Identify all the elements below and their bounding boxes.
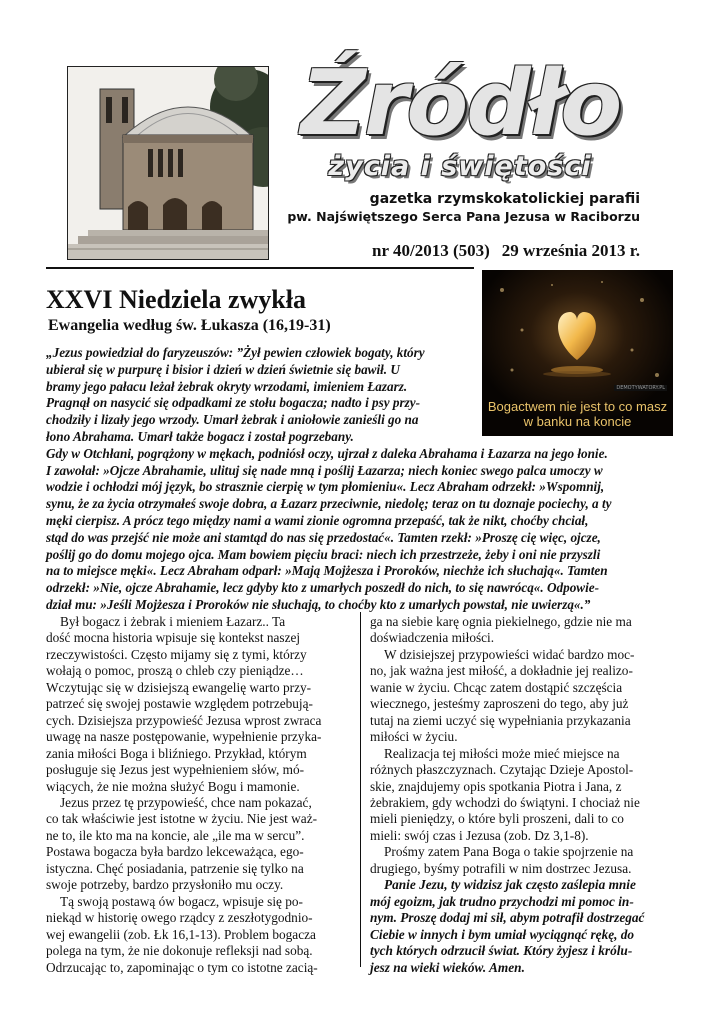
body-line: polega na tym, że nie dokonuje refleksji nad sobą. xyxy=(46,943,313,959)
masthead-tagline: gazetka rzymskokatolickiej parafii xyxy=(369,191,640,207)
body-line: Postawa bogacza była bardzo lekceważąca, ego- xyxy=(46,844,304,860)
body-line: rzeczywistości. Często mijamy się z tymi, którzy xyxy=(46,646,307,662)
body-line: mieli: swój czas i Jezusa (zob. Dz 3,1-8). xyxy=(370,827,589,843)
body-line: wiecznego, jesteśmy zaproszeni do tego, aby już xyxy=(370,696,629,712)
body-line: dość mocna historia wpisuje się kontekst naszej xyxy=(46,630,301,646)
gospel-line: wodzie i ochłodzi mój język, bo strasznie cierpię w tym płomieniu«. Lecz Abraham odrzekł: »Wspomnij, xyxy=(46,479,605,495)
gospel-line: na to miejsce męki«. Lecz Abraham odparł: »Mają Mojżesza i Proroków, niechże ich słuchają«. Tamten xyxy=(46,563,608,579)
issue-date: 29 września 2013 r. xyxy=(501,241,640,260)
prayer-line: jesz na wieki wieków. Amen. xyxy=(370,959,525,975)
body-line: Jezus przez tę przypowieść, chce nam pokazać, xyxy=(60,794,312,810)
masthead-subtitle: życia i świętości xyxy=(328,151,592,182)
prayer-line: tych których odrzucił świat. Który żyjesz i królu- xyxy=(370,943,633,959)
issue-separator xyxy=(490,241,502,260)
body-line: miłości w życiu. xyxy=(370,729,458,745)
poster-watermark: DEMOTYWATORY.PL xyxy=(616,385,665,391)
church-photo xyxy=(67,66,269,260)
gospel-line: I zawołał: »Ojcze Abrahamie, ulituj się nade mną i poślij Łazarza; niech koniec swego palca umoczy w xyxy=(46,462,603,478)
body-line: zania miłości Boga i bliźniego. Przykład, którym xyxy=(46,745,307,761)
gospel-line: łono Abrahama. Umarł także bogacz i został pogrzebany. xyxy=(46,428,354,444)
body-line: co tak właściwie jest istotne w życiu. Nie jest waż- xyxy=(46,811,318,827)
masthead-title: Źródło xyxy=(300,51,621,156)
body-line: skie, znajdujemy opis spotkania Piotra i Jana, z xyxy=(370,778,622,794)
poster-caption-line-2: w banku na koncie xyxy=(523,414,632,429)
body-line: posługuje się Jezus jest wypełnieniem słów, mó- xyxy=(46,762,305,778)
body-line: Prośmy zatem Pana Boga o takie spojrzenie na xyxy=(384,844,634,860)
commentary-left-column xyxy=(46,614,351,976)
prayer-line: Panie Jezu, ty widzisz jak często zaślepia mnie xyxy=(384,877,636,893)
gospel-line: chodziły i lizały jego wrzody. Umarł żebrak i aniołowie zanieśli go na xyxy=(46,412,419,428)
body-line: patrzeć się swojej postawie względem potrzebują- xyxy=(46,696,313,712)
body-line: Odrzucając to, zapominając o tym co istotne zacią- xyxy=(46,959,318,975)
gospel-text xyxy=(46,345,674,614)
body-line: Tą swoją postawą ów bogacz, wpisuje się po- xyxy=(60,893,303,909)
poster-caption-line-1: Bogactwem nie jest to co masz xyxy=(487,399,668,414)
gospel-line: stąd do was przejść nie może ani stamtąd do nas się przedostać«. Tamten rzekł: »Proszę cię więc, ojcze, xyxy=(46,529,601,545)
article-title: XXVI Niedziela zwykła xyxy=(46,285,306,314)
header-rule xyxy=(46,267,474,269)
body-line: wanie w życiu. Chcąc zatem dostąpić szczęścia xyxy=(370,679,623,695)
body-line: wej ewangelii (zob. Łk 16,1-13). Problem bogacza xyxy=(46,926,316,942)
commentary-right-column xyxy=(370,614,675,976)
body-line: niekąd w historię owego rządcy z zeszłotygodnio- xyxy=(46,910,313,926)
gospel-line: odrzekł: »Nie, ojcze Abrahamie, lecz gdyby kto z umarłych poszedł do nich, to się nawrócą«. Odpowie- xyxy=(46,580,599,596)
body-line: doświadczenia miłości. xyxy=(370,630,495,646)
prayer-line: mój egoizm, jak trudno przychodzi mi pomoc in- xyxy=(370,893,634,909)
body-line: ne to, ile kto ma na koncie, ale „ile ma w sercu”. xyxy=(46,827,305,843)
gospel-line: męki cierpisz. A prócz tego między nami a wami zionie ogromna przepaść, tak że nikt, choćby chciał, xyxy=(46,512,589,528)
gospel-line: synu, że za życia otrzymałeś swoje dobra, a Łazarz przeciwnie, niedolę; teraz on tu doznaje pociechy, a ty xyxy=(46,496,612,512)
gospel-line: Pragnął on nasycić się odpadkami ze stołu bogacza; nadto i psy przy- xyxy=(46,395,421,411)
column-divider xyxy=(360,612,361,967)
body-line: wołają o pomoc, proszą o chleb czy pieniądze… xyxy=(46,663,304,679)
body-line: W dzisiejszej przypowieści widać bardzo moc- xyxy=(384,646,635,662)
body-line: wiących, że nie można służyć Bogu i mamonie. xyxy=(46,778,300,794)
body-line: żebrakiem, gdy wchodzi do świątyni. I chociaż nie xyxy=(370,794,640,810)
gospel-reference: Ewangelia według św. Łukasza (16,19-31) xyxy=(48,317,331,334)
body-line: cych. Dzisiejsza przypowieść Jezusa wprost zwraca xyxy=(46,712,322,728)
body-line: mieli pieniędzy, o które byli proszeni, dali to co xyxy=(370,811,624,827)
gospel-line: dział mu: »Jeśli Mojżesza i Proroków nie słuchają, to choćby kto z umarłych powstał, nie uwierzą«.” xyxy=(46,596,591,612)
gospel-line: ubierał się w purpurę i bisior i dzień w dzień świetnie się bawił. U xyxy=(46,361,400,377)
masthead-parish: pw. Najświętszego Serca Pana Jezusa w Raciborzu xyxy=(287,209,640,224)
gospel-line: poślij go do domu mojego ojca. Mam bowiem pięciu braci: niech ich przestrzeże, żeby i oni nie przyszli xyxy=(46,546,601,562)
issue-number: nr 40/2013 (503) xyxy=(372,241,490,260)
body-line: Był bogacz i żebrak i mieniem Łazarz.. Ta xyxy=(60,614,286,629)
body-line: tutaj na ziemi uczyć się wypełniania przykazania xyxy=(370,712,631,728)
issue-line xyxy=(340,240,640,262)
body-line: drugiego, byśmy potrafili w nim dostrzec Jezusa. xyxy=(370,860,632,876)
body-line: no, jak ważna jest miłość, a dokładnie jej realizo- xyxy=(370,663,633,679)
gospel-line: „Jezus powiedział do faryzeuszów: ”Żył pewien człowiek bogaty, który xyxy=(46,345,425,360)
body-line: różnych płaszczyznach. Czytając Dzieje Apostol- xyxy=(370,762,634,778)
prayer-line: Ciebie w innych i bym umiał wyciągnąć rękę, do xyxy=(370,926,635,942)
body-line: Realizacja tej miłości może mieć miejsce na xyxy=(384,745,620,761)
body-line: istyczna. Chęć posiadania, patrzenie się tylko na xyxy=(46,860,304,876)
gospel-line: Gdy w Otchłani, pogrążony w mękach, podniósł oczy, ujrzał z daleka Abrahama i Łazarza na jego łonie. xyxy=(46,445,608,461)
gospel-line: bramy jego pałacu leżał żebrak okryty wrzodami, imieniem Łazarz. xyxy=(46,378,408,394)
body-line: ga na siebie karę ognia piekielnego, gdzie nie ma xyxy=(370,614,632,629)
prayer-line: nym. Proszę dodaj mi sił, abym potrafił dostrzegać xyxy=(370,910,645,926)
body-line: swoje potrzeby, bardzo przysłoniło mu oczy. xyxy=(46,877,284,893)
body-line: Wczytując się w dzisiejszą ewangelię warto przy- xyxy=(46,679,312,695)
body-line: uwagę na nasze postępowanie, wypełnienie przyka- xyxy=(46,729,322,745)
